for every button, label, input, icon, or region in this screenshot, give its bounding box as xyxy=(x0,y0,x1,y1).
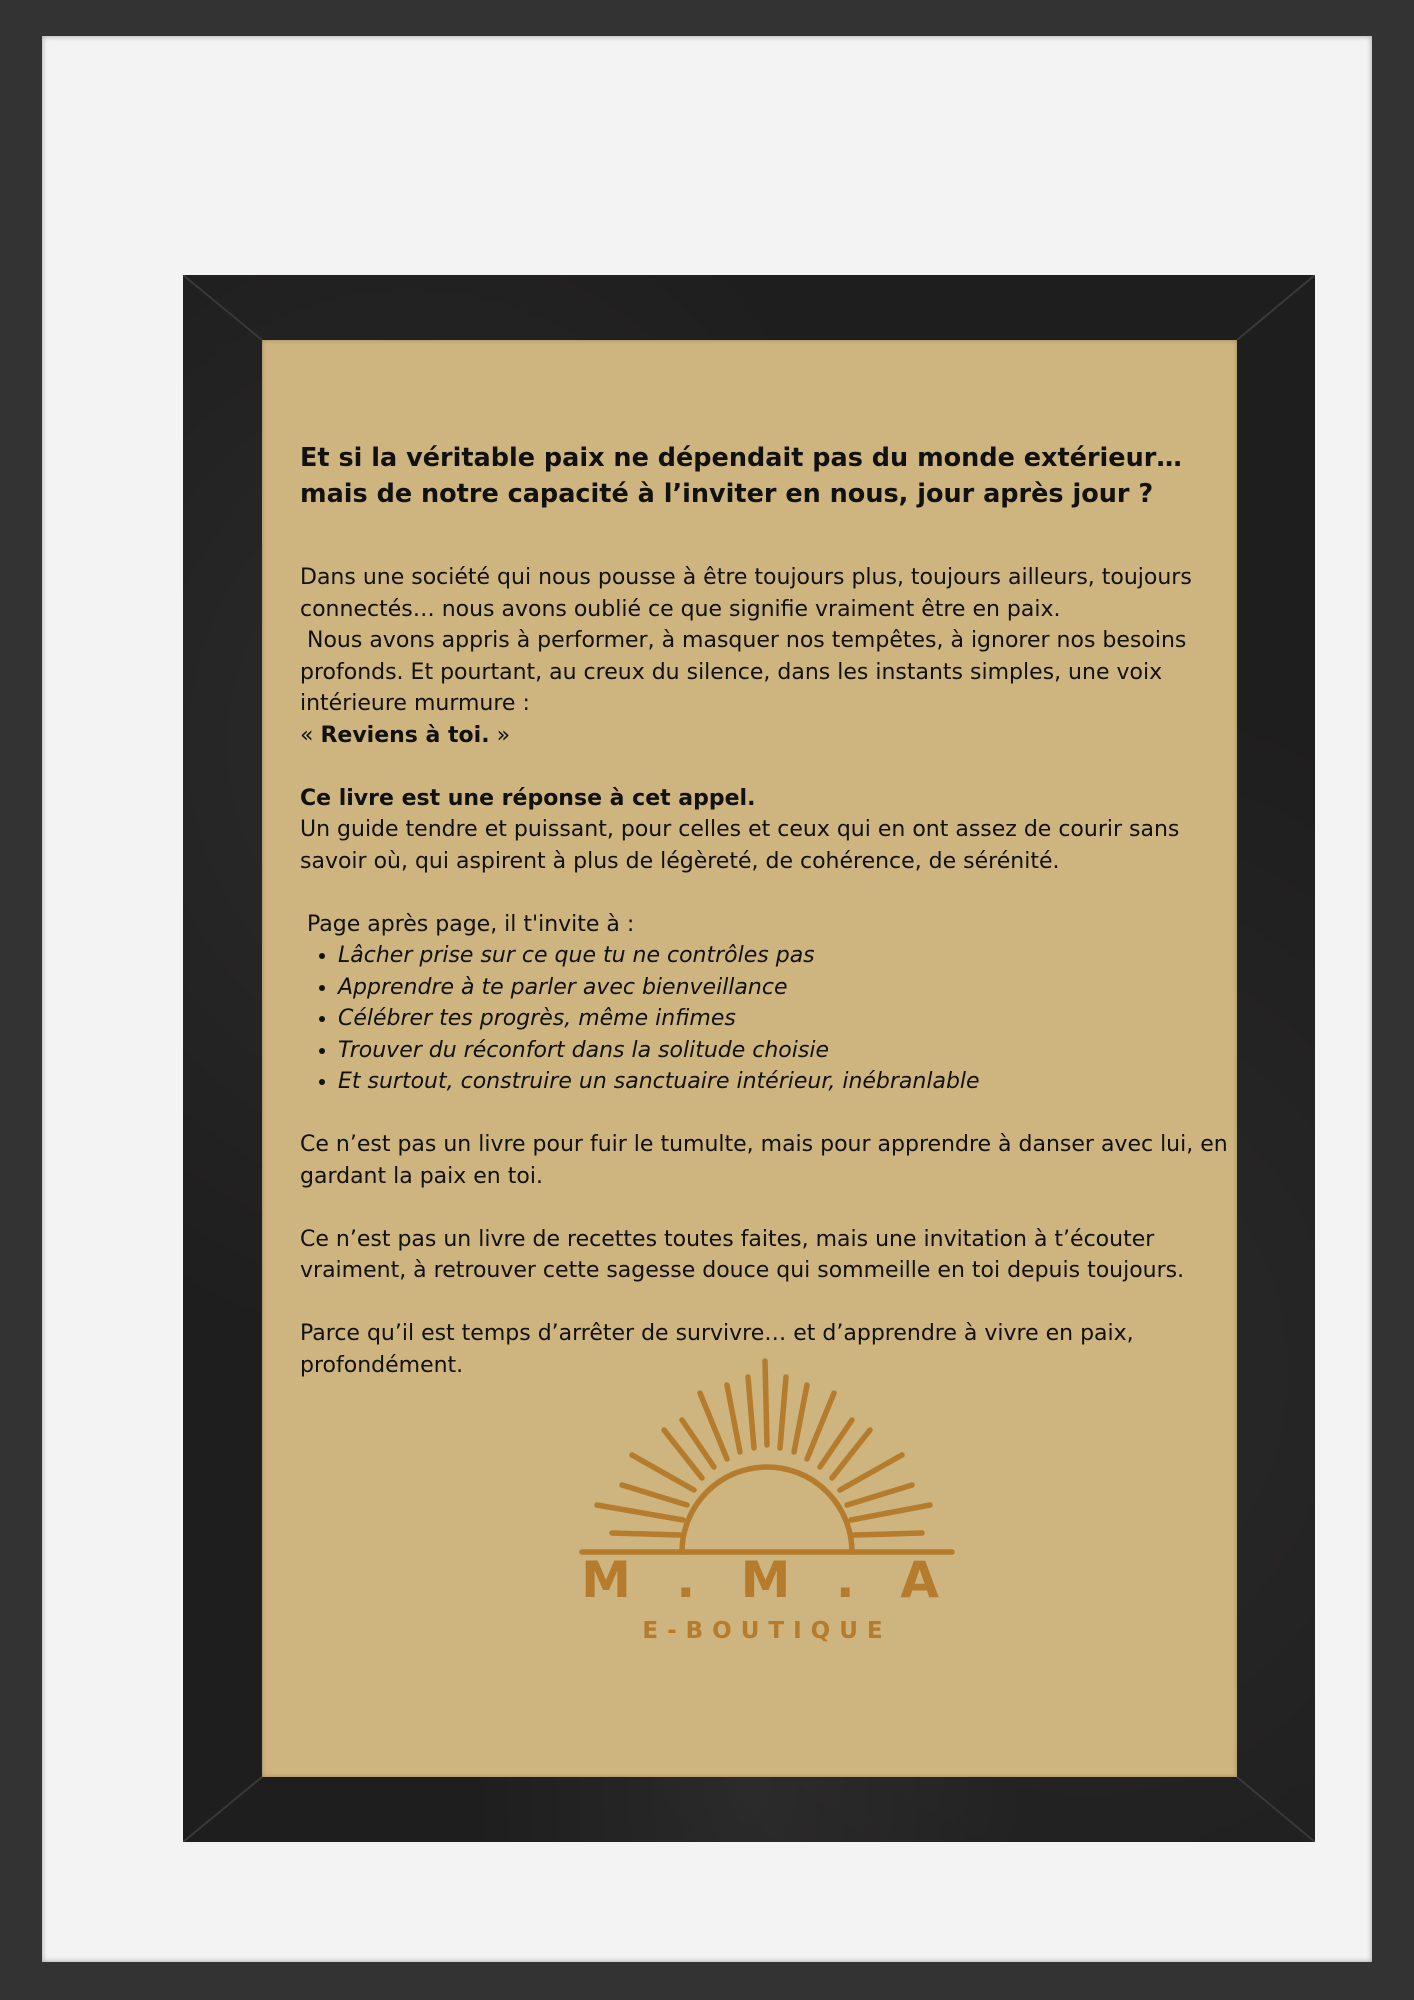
intro-line-2: Nous avons appris à performer, à masquer nos tempêtes, à ignorer nos besoins profonds. Et pourtant, au creux du silence, dans les instants simples, une voix intérieure murmure : xyxy=(300,628,1194,716)
logo-subtitle: E-BOUTIQUE xyxy=(642,1618,892,1644)
response-text: Un guide tendre et puissant, pour celles et ceux qui en ont assez de courir sans savoir où, qui aspirent à plus de légèreté, de cohérence, de sérénité. xyxy=(300,817,1180,874)
quote-close: » xyxy=(489,722,511,748)
list-item: • Trouver du réconfort dans la solitude choisie xyxy=(338,1035,1230,1067)
logo-brand: M . M . A xyxy=(581,1551,953,1609)
mma-logo xyxy=(572,1355,962,1645)
text-panel xyxy=(262,340,1237,1777)
intro-paragraph xyxy=(300,562,1230,751)
invitation-paragraph: Ce n’est pas un livre de recettes toutes faites, mais une invitation à t’écouter vraiment, à retrouver cette sagesse douce qui sommeille en toi depuis toujours. xyxy=(300,1226,1185,1283)
response-heading: Ce livre est une réponse à cet appel. xyxy=(300,785,756,811)
list-item: • Apprendre à te parler avec bienveillance xyxy=(338,972,1230,1004)
list-intro: Page après page, il t'invite à : xyxy=(300,911,635,937)
list-item: • Lâcher prise sur ce que tu ne contrôles pas xyxy=(338,940,1230,972)
list-item: • Et surtout, construire un sanctuaire intérieur, inébranlable xyxy=(338,1066,1230,1098)
document-body xyxy=(300,440,1230,1413)
sun-icon xyxy=(582,1361,952,1552)
response-paragraph xyxy=(300,783,1230,878)
invitation-list xyxy=(300,940,1230,1098)
intro-line-1: Dans une société qui nous pousse à être toujours plus, toujours ailleurs, toujours connectés… nous avons oublié ce que signifie vraiment être en paix. xyxy=(300,565,1192,622)
headline: Et si la véritable paix ne dépendait pas du monde extérieur… mais de notre capacité à l’inviter en nous, jour après jour ? xyxy=(300,443,1182,509)
quote-text: Reviens à toi. xyxy=(320,722,490,748)
outer-mat xyxy=(42,36,1372,1962)
picture-frame xyxy=(183,275,1315,1842)
list-item: • Célébrer tes progrès, même infimes xyxy=(338,1003,1230,1035)
closing-paragraph: Parce qu’il est temps d’arrêter de survivre… et d’apprendre à vivre en paix, profondément. xyxy=(300,1321,1134,1378)
quote-line xyxy=(300,720,1230,752)
quote-open: « xyxy=(300,722,321,748)
tumult-paragraph: Ce n’est pas un livre pour fuir le tumulte, mais pour apprendre à danser avec lui, en gardant la paix en toi. xyxy=(300,1132,1228,1189)
